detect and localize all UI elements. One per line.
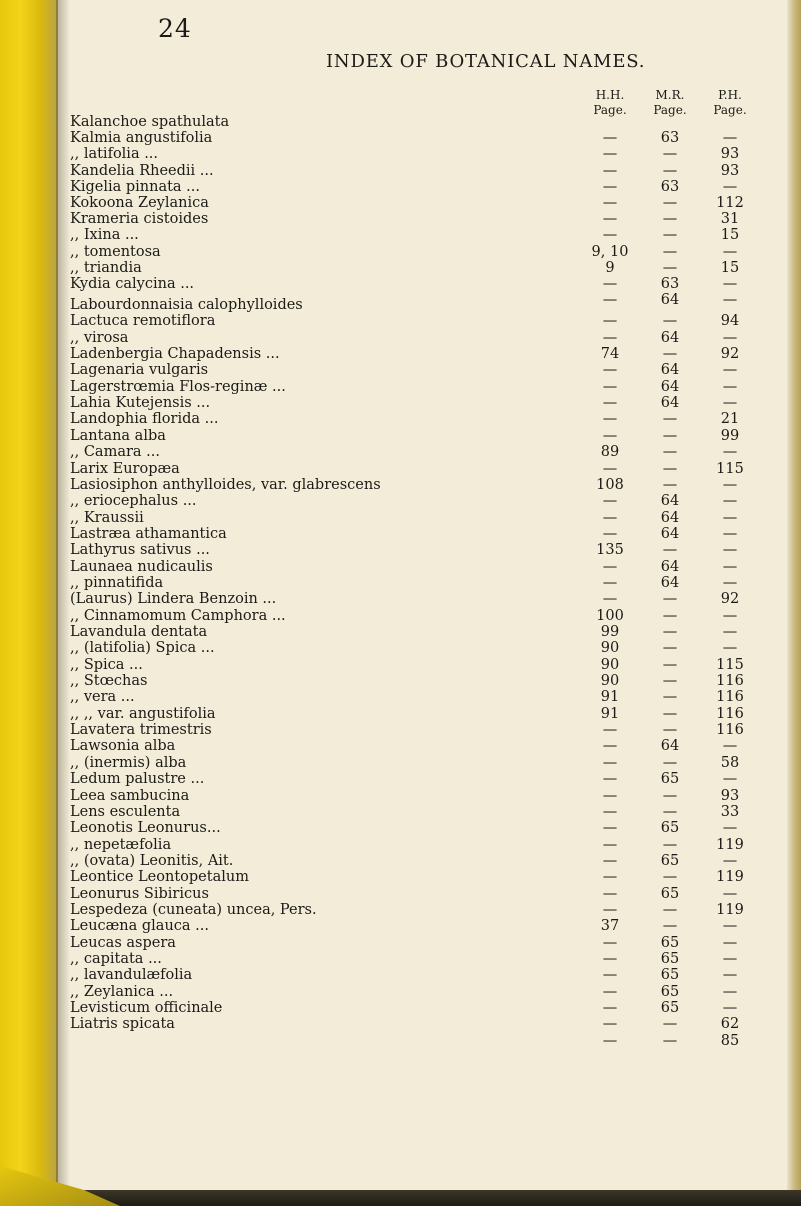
page-ref-mr: — xyxy=(662,162,678,179)
page-ref-hh: — xyxy=(602,754,618,771)
index-entry xyxy=(70,624,780,641)
index-entry xyxy=(70,477,780,494)
page-ref-mr: — xyxy=(662,591,678,608)
page-ref-mr: — xyxy=(662,624,678,640)
index-entry xyxy=(70,706,780,723)
index-entry xyxy=(70,853,780,870)
page-ref-hh: — xyxy=(602,525,618,542)
page-ref-mr: — xyxy=(662,211,678,228)
page-ref-mr: 63 xyxy=(660,276,680,292)
page-ref-ph: 15 xyxy=(720,227,740,244)
page-ref-ph: 116 xyxy=(716,673,744,690)
index-entry xyxy=(70,330,780,347)
column-sublabel: Page. xyxy=(713,103,747,117)
page-ref-hh: — xyxy=(602,378,618,395)
column-label: P.H. xyxy=(718,88,742,102)
page-ref-mr: — xyxy=(662,542,678,559)
page-ref-ph: — xyxy=(722,243,738,260)
entry-name: ,, capitata ... xyxy=(70,951,162,967)
page-ref-ph: — xyxy=(722,558,738,575)
page-ref-ph: 119 xyxy=(716,836,744,853)
entry-name: ,, (inermis) alba xyxy=(70,754,187,771)
page-ref-ph: — xyxy=(722,771,738,788)
gutter-shadow xyxy=(56,0,70,1206)
entry-name: Lespedeza (cuneata) uncea, Pers. xyxy=(70,901,317,918)
page-ref-hh: — xyxy=(602,738,618,755)
index-entry xyxy=(70,902,780,919)
entry-name: Kydia calycina ... xyxy=(70,276,195,292)
page-ref-hh: — xyxy=(602,146,618,163)
index-entry xyxy=(70,1016,780,1033)
page-ref-mr: — xyxy=(662,787,678,804)
entry-name: ,, (ovata) Leonitis, Ait. xyxy=(70,852,234,869)
page-ref-hh: — xyxy=(602,427,618,444)
page-ref-mr: 64 xyxy=(660,574,680,591)
entry-name: ,, pinnatifida xyxy=(70,574,164,591)
page-ref-ph: 15 xyxy=(720,259,740,276)
page-ref-ph: — xyxy=(722,1000,738,1017)
page-ref-mr: — xyxy=(662,754,678,771)
entry-name: Kokoona Zeylanica xyxy=(70,195,209,211)
page-ref-ph: — xyxy=(722,178,738,195)
page-ref-ph: 92 xyxy=(720,346,740,363)
page-ref-mr: — xyxy=(662,901,678,918)
index-entry xyxy=(70,526,780,543)
entry-name: ,, lavandulæfolia xyxy=(70,967,193,984)
index-entry xyxy=(70,179,780,196)
page-ref-mr: 65 xyxy=(660,934,680,951)
page-ref-hh: 90 xyxy=(600,673,620,690)
page-ref-hh: — xyxy=(602,901,618,918)
page-ref-ph: 116 xyxy=(716,705,744,722)
column-sublabel: Page. xyxy=(653,103,687,117)
page-ref-ph: 115 xyxy=(716,460,744,477)
entry-name: Lagenaria vulgaris xyxy=(70,362,209,379)
entry-name: ,, (latifolia) Spica ... xyxy=(70,640,215,657)
page-ref-mr: 64 xyxy=(660,558,680,575)
entry-name: Liatris spicata xyxy=(70,1016,175,1033)
entry-name: ,, Spica ... xyxy=(70,656,143,673)
entry-name: Leucas aspera xyxy=(70,934,176,951)
index-entry xyxy=(70,837,780,854)
page-ref-hh: — xyxy=(602,820,618,837)
entry-name: ,, eriocephalus ... xyxy=(70,493,197,510)
page-ref-hh: — xyxy=(602,722,618,739)
page-ref-mr: 64 xyxy=(660,395,680,412)
entry-name: Lastræa athamantica xyxy=(70,525,227,542)
page-ref-hh: 100 xyxy=(596,607,624,624)
entry-name: Lantana alba xyxy=(70,427,166,444)
page-ref-ph: — xyxy=(722,607,738,624)
index-entry xyxy=(70,984,780,1001)
entry-name: Lactuca remotiflora xyxy=(70,313,216,330)
index-entry xyxy=(70,444,780,461)
page-ref-ph: — xyxy=(722,934,738,951)
page-ref-ph: — xyxy=(722,292,738,309)
page-ref-hh: 108 xyxy=(596,476,624,493)
index-entry xyxy=(70,1033,780,1050)
index-entry xyxy=(70,591,780,608)
page-ref-mr: 65 xyxy=(660,951,680,967)
page-ref-mr: 65 xyxy=(660,852,680,869)
page-number: 24 xyxy=(158,14,192,43)
index-entry xyxy=(70,869,780,886)
page-ref-mr: — xyxy=(662,227,678,244)
page-ref-hh: — xyxy=(602,836,618,853)
index-entry xyxy=(70,935,780,952)
entry-name: ,, Zeylanica ... xyxy=(70,983,174,1000)
index-entry xyxy=(70,967,780,984)
page-ref-mr: 63 xyxy=(660,178,680,195)
page-ref-ph: 93 xyxy=(720,162,740,179)
page-ref-hh: — xyxy=(602,411,618,428)
page-ref-ph: — xyxy=(722,542,738,559)
page-ref-hh: 74 xyxy=(600,346,620,363)
index-entry xyxy=(70,788,780,805)
page-ref-hh: — xyxy=(602,460,618,477)
page-ref-ph: 116 xyxy=(716,689,744,706)
page-ref-mr: 63 xyxy=(660,130,680,147)
page-ref-hh: — xyxy=(602,951,618,967)
entry-name: ,, latifolia ... xyxy=(70,146,159,163)
page-ref-hh: 99 xyxy=(600,624,620,640)
entry-name: Leucæna glauca ... xyxy=(70,918,209,935)
page-ref-mr: — xyxy=(662,411,678,428)
page-ref-mr: — xyxy=(662,1032,678,1049)
page-ref-hh: — xyxy=(602,362,618,379)
entry-name: ,, Kraussii xyxy=(70,509,144,526)
page-ref-ph: 115 xyxy=(716,656,744,673)
entry-name: Leonotis Leonurus... xyxy=(70,820,221,837)
page-ref-ph: 116 xyxy=(716,722,744,739)
entry-name: ,, nepetæfolia xyxy=(70,836,172,853)
page-ref-hh: — xyxy=(602,509,618,526)
entry-name: Lawsonia alba xyxy=(70,738,176,755)
index-entry xyxy=(70,755,780,772)
entry-name: Lens esculenta xyxy=(70,803,181,820)
entry-name: Larix Europæa xyxy=(70,460,180,477)
index-entry xyxy=(70,227,780,244)
index-entry xyxy=(70,951,780,968)
page-ref-ph: — xyxy=(722,852,738,869)
entry-name: ,, tomentosa xyxy=(70,243,161,260)
page-ref-ph: — xyxy=(722,885,738,902)
page-ref-hh: — xyxy=(602,934,618,951)
page-ref-hh: — xyxy=(602,493,618,510)
index-entry xyxy=(70,738,780,755)
page-ref-mr: 65 xyxy=(660,820,680,837)
page-ref-ph: — xyxy=(722,918,738,935)
page-ref-hh: 37 xyxy=(600,918,620,935)
index-entry xyxy=(70,804,780,821)
column-sublabel: Page. xyxy=(593,103,627,117)
page-ref-ph: — xyxy=(722,509,738,526)
index-entry xyxy=(70,689,780,706)
page-ref-ph: — xyxy=(722,820,738,837)
entry-name: Krameria cistoides xyxy=(70,211,209,228)
page-title: INDEX OF BOTANICAL NAMES. xyxy=(326,51,646,72)
entry-name: Kigelia pinnata ... xyxy=(70,178,201,195)
page-bottom-edge xyxy=(0,1190,801,1206)
index-entry xyxy=(70,244,780,261)
page-ref-ph: 33 xyxy=(720,803,740,820)
page-ref-mr: 64 xyxy=(660,509,680,526)
page-ref-mr: — xyxy=(662,656,678,673)
page-ref-hh: — xyxy=(602,178,618,195)
page-ref-ph: 119 xyxy=(716,869,744,886)
page-ref-ph: — xyxy=(722,738,738,755)
entry-name: Kandelia Rheedii ... xyxy=(70,162,214,179)
page-ref-ph: — xyxy=(722,640,738,657)
page-ref-ph: — xyxy=(722,624,738,640)
index-entry xyxy=(70,313,780,330)
page-ref-mr: — xyxy=(662,673,678,690)
entry-name: Launaea nudicaulis xyxy=(70,558,213,575)
index-entry xyxy=(70,362,780,379)
page-ref-mr: 65 xyxy=(660,1000,680,1017)
entry-name: ,, Cinnamomum Camphora ... xyxy=(70,607,286,624)
entry-name: Ladenbergia Chapadensis ... xyxy=(70,346,280,363)
page-ref-hh: — xyxy=(602,1032,618,1049)
entry-name: Lasiosiphon anthylloides, var. glabrescens xyxy=(70,476,381,493)
index-entry xyxy=(70,820,780,837)
page-ref-hh: — xyxy=(602,852,618,869)
page-ref-hh: — xyxy=(602,574,618,591)
page-ref-hh: — xyxy=(602,329,618,346)
entry-name: Lavatera trimestris xyxy=(70,722,212,739)
page-ref-hh: — xyxy=(602,227,618,244)
page-ref-ph: — xyxy=(722,362,738,379)
entry-name: Leontice Leontopetalum xyxy=(70,869,249,886)
page-ref-hh: — xyxy=(602,211,618,228)
page-ref-hh: — xyxy=(602,130,618,147)
index-entry xyxy=(70,493,780,510)
page-ref-mr: 64 xyxy=(660,329,680,346)
page-ref-mr: — xyxy=(662,243,678,260)
page-ref-hh: — xyxy=(602,803,618,820)
entry-name: Lagerstrœmia Flos-reginæ ... xyxy=(70,378,286,395)
page-ref-mr: — xyxy=(662,803,678,820)
page-ref-hh: — xyxy=(602,1016,618,1033)
entry-name: Kalanchoe spathulata xyxy=(70,114,230,130)
entry-name: Levisticum officinale xyxy=(70,1000,223,1017)
column-label: M.R. xyxy=(655,88,685,102)
page-ref-hh: — xyxy=(602,395,618,412)
column-label: H.H. xyxy=(595,88,625,102)
page-ref-ph: — xyxy=(722,951,738,967)
page-ref-mr: — xyxy=(662,313,678,330)
page-ref-ph: 58 xyxy=(720,754,740,771)
page-ref-mr: — xyxy=(662,705,678,722)
page-ref-ph: 112 xyxy=(716,195,744,211)
index-entry xyxy=(70,608,780,625)
page-ref-mr: 65 xyxy=(660,967,680,984)
page-ref-mr: 64 xyxy=(660,738,680,755)
index-entry xyxy=(70,379,780,396)
entry-name: ,, Ixina ... xyxy=(70,227,139,244)
page-ref-ph: 93 xyxy=(720,146,740,163)
index-entry xyxy=(70,297,780,314)
page-ref-hh: 90 xyxy=(600,656,620,673)
page-ref-mr: — xyxy=(662,427,678,444)
page-ref-hh: — xyxy=(602,558,618,575)
page-ref-hh: — xyxy=(602,195,618,211)
index-entry xyxy=(70,260,780,277)
page-ref-ph: — xyxy=(722,983,738,1000)
page-ref-mr: — xyxy=(662,722,678,739)
page-ref-mr: — xyxy=(662,1016,678,1033)
index-entry xyxy=(70,559,780,576)
index-entry xyxy=(70,886,780,903)
page-ref-mr: — xyxy=(662,689,678,706)
entry-name: ,, virosa xyxy=(70,329,129,346)
index-entry xyxy=(70,575,780,592)
index-entry xyxy=(70,542,780,559)
page-ref-hh: — xyxy=(602,162,618,179)
index-entry xyxy=(70,114,780,131)
page-ref-mr: 65 xyxy=(660,771,680,788)
index-entry xyxy=(70,195,780,212)
page-ref-ph: 62 xyxy=(720,1016,740,1033)
page-ref-hh: — xyxy=(602,967,618,984)
page-ref-mr: — xyxy=(662,918,678,935)
page-ref-hh: — xyxy=(602,885,618,902)
page-ref-hh: — xyxy=(602,1000,618,1017)
index-entry xyxy=(70,395,780,412)
entry-name: Labourdonnaisia calophylloides xyxy=(70,297,303,313)
page-ref-ph: — xyxy=(722,444,738,461)
index-entry xyxy=(70,411,780,428)
page-ref-hh: — xyxy=(602,591,618,608)
page-ref-ph: — xyxy=(722,525,738,542)
page-ref-hh: 9, 10 xyxy=(591,243,629,260)
page-ref-hh: — xyxy=(602,983,618,1000)
page-ref-ph: — xyxy=(722,967,738,984)
page-ref-ph: — xyxy=(722,329,738,346)
page-ref-hh: 89 xyxy=(600,444,620,461)
index-entry xyxy=(70,640,780,657)
page-edge xyxy=(787,0,801,1206)
entry-name: ,, Stœchas xyxy=(70,673,148,690)
page-ref-mr: 64 xyxy=(660,362,680,379)
entry-name: Landophia florida ... xyxy=(70,411,219,428)
entry-name: Ledum palustre ... xyxy=(70,771,205,788)
index-entry xyxy=(70,657,780,674)
page-ref-mr: 64 xyxy=(660,378,680,395)
page-ref-ph: — xyxy=(722,395,738,412)
page-ref-ph: 99 xyxy=(720,427,740,444)
index-entry xyxy=(70,771,780,788)
page-ref-hh: — xyxy=(602,292,618,309)
page-ref-mr: — xyxy=(662,259,678,276)
index-entry xyxy=(70,130,780,147)
page-ref-hh: 135 xyxy=(596,542,624,559)
entry-name: Lahia Kutejensis ... xyxy=(70,395,211,412)
page-ref-mr: — xyxy=(662,640,678,657)
page-ref-hh: — xyxy=(602,787,618,804)
page-ref-hh: 90 xyxy=(600,640,620,657)
page-ref-hh: 91 xyxy=(600,689,620,706)
page-ref-ph: 119 xyxy=(716,901,744,918)
page-ref-mr: 64 xyxy=(660,525,680,542)
page-ref-mr: 65 xyxy=(660,885,680,902)
entry-name: Kalmia angustifolia xyxy=(70,130,213,147)
page-ref-ph: — xyxy=(722,276,738,292)
page-ref-mr: — xyxy=(662,444,678,461)
page-ref-mr: — xyxy=(662,460,678,477)
page-ref-mr: — xyxy=(662,869,678,886)
index-entry xyxy=(70,346,780,363)
entry-name: Leonurus Sibiricus xyxy=(70,885,209,902)
index-entry xyxy=(70,163,780,180)
page-ref-hh: 9 xyxy=(605,259,615,276)
page-ref-mr: — xyxy=(662,146,678,163)
page-ref-mr: — xyxy=(662,195,678,211)
page-ref-mr: — xyxy=(662,836,678,853)
index-entry xyxy=(70,510,780,527)
index-entry xyxy=(70,211,780,228)
page-ref-hh: — xyxy=(602,313,618,330)
page-ref-ph: 94 xyxy=(720,313,740,330)
entry-name: (Laurus) Lindera Benzoin ... xyxy=(70,591,277,608)
page-ref-hh: — xyxy=(602,771,618,788)
page-ref-mr: — xyxy=(662,607,678,624)
page-ref-ph: 92 xyxy=(720,591,740,608)
page-ref-ph: — xyxy=(722,378,738,395)
page-ref-ph: — xyxy=(722,130,738,147)
book-spine-binding xyxy=(0,0,58,1206)
entry-name: ,, vera ... xyxy=(70,689,135,706)
entry-name: ,, triandia xyxy=(70,259,142,276)
page-ref-mr: — xyxy=(662,476,678,493)
page-ref-ph: 31 xyxy=(720,211,740,228)
page-ref-ph: — xyxy=(722,476,738,493)
page-ref-mr: 65 xyxy=(660,983,680,1000)
index-entry xyxy=(70,276,780,293)
page-ref-mr: — xyxy=(662,346,678,363)
page-ref-ph: 85 xyxy=(720,1032,740,1049)
index-entry xyxy=(70,461,780,478)
index-entry xyxy=(70,722,780,739)
entry-name: Leea sambucina xyxy=(70,787,190,804)
page-ref-mr: 64 xyxy=(660,493,680,510)
page-ref-hh: 91 xyxy=(600,705,620,722)
page-ref-ph: — xyxy=(722,493,738,510)
page-ref-ph: — xyxy=(722,574,738,591)
page-ref-hh: — xyxy=(602,869,618,886)
entry-name: Lavandula dentata xyxy=(70,624,208,640)
index-entry xyxy=(70,673,780,690)
entry-name: Lathyrus sativus ... xyxy=(70,542,210,559)
index-entry xyxy=(70,918,780,935)
page-ref-ph: 21 xyxy=(720,411,740,428)
page-ref-hh: — xyxy=(602,276,618,292)
index-entry xyxy=(70,1000,780,1017)
entry-name: ,, ,, var. angustifolia xyxy=(70,705,216,722)
index-entry xyxy=(70,146,780,163)
index-entry xyxy=(70,428,780,445)
entry-name: ,, Camara ... xyxy=(70,444,160,461)
page-ref-ph: 93 xyxy=(720,787,740,804)
page-ref-mr: 64 xyxy=(660,292,680,309)
